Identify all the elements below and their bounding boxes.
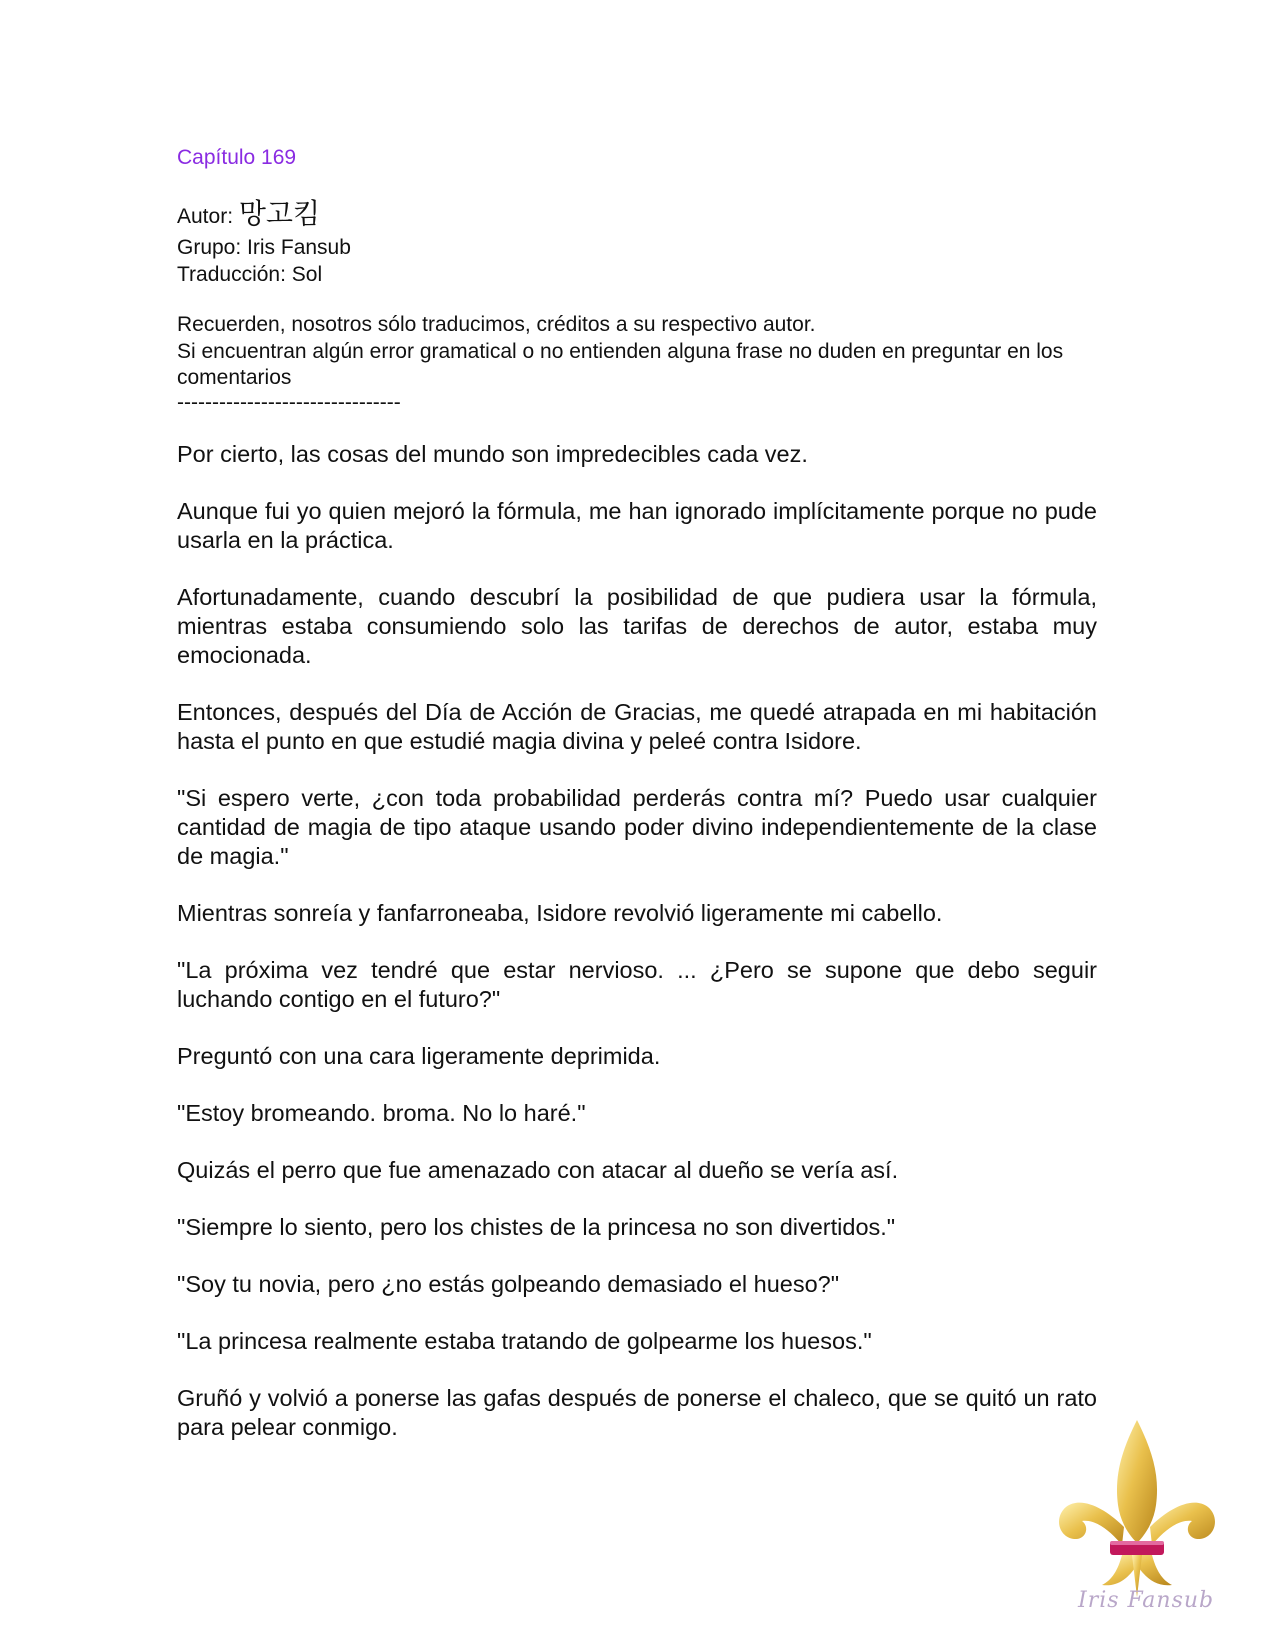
paragraph: Preguntó con una cara ligeramente deprimida. (177, 1042, 661, 1069)
paragraph: "La próxima vez tendré que estar nervioso. ... ¿Pero se supone que debo seguir luchando contigo en el futuro?" (177, 956, 1097, 1012)
watermark-text: Iris Fansub (1078, 1588, 1215, 1613)
paragraph: Aunque fui yo quien mejoró la fórmula, me han ignorado implícitamente porque no pude usarla en la práctica. (177, 497, 1097, 553)
author-label: Autor: (177, 205, 239, 228)
paragraph: "Siempre lo siento, pero los chistes de la princesa no son divertidos." (177, 1213, 896, 1240)
group-line: Grupo: Iris Fansub (177, 236, 351, 259)
paragraph: Gruñó y volvió a ponerse las gafas después de ponerse el chaleco, que se quitó un rato para pelear conmigo. (177, 1384, 1097, 1440)
paragraph: Por cierto, las cosas del mundo son impredecibles cada vez. (177, 440, 808, 467)
notice-line-1: Recuerden, nosotros sólo traducimos, créditos a su respectivo autor. (177, 313, 816, 336)
paragraph: "Soy tu novia, pero ¿no estás golpeando demasiado el hueso?" (177, 1270, 840, 1297)
document-page (177, 146, 1097, 1470)
paragraph: Quizás el perro que fue amenazado con atacar al dueño se vería así. (177, 1156, 899, 1183)
translator-notice (177, 312, 1097, 414)
author-line (177, 197, 1097, 230)
paragraph: Afortunadamente, cuando descubrí la posibilidad de que pudiera usar la fórmula, mientras estaba consumiendo solo las tarifas de derechos de autor, estaba muy emocionada. (177, 583, 1097, 668)
chapter-title: Capítulo 169 (177, 146, 297, 169)
translation-line: Traducción: Sol (177, 263, 323, 286)
notice-line-2: Si encuentran algún error gramatical o no entienden alguna frase no duden en preguntar en los comentarios (177, 339, 1064, 389)
credits-block (177, 197, 1097, 288)
chapter-body (177, 440, 1097, 1442)
paragraph: "La princesa realmente estaba tratando de golpearme los huesos." (177, 1327, 872, 1354)
paragraph: "Estoy bromeando. broma. No lo haré." (177, 1099, 586, 1126)
paragraph: Entonces, después del Día de Acción de Gracias, me quedé atrapada en mi habitación hasta el punto en que estudié magia divina y peleé contra Isidore. (177, 698, 1097, 754)
paragraph: "Si espero verte, ¿con toda probabilidad perderás contra mí? Puedo usar cualquier cantidad de magia de tipo ataque usando poder divino independientemente de la clase de magia." (177, 784, 1097, 869)
author-name: 망고킴 (238, 197, 321, 230)
fleur-de-lis-icon (1052, 1415, 1222, 1615)
separator-line: -------------------------------- (177, 391, 401, 414)
paragraph: Mientras sonreía y fanfarroneaba, Isidore revolvió ligeramente mi cabello. (177, 899, 943, 926)
